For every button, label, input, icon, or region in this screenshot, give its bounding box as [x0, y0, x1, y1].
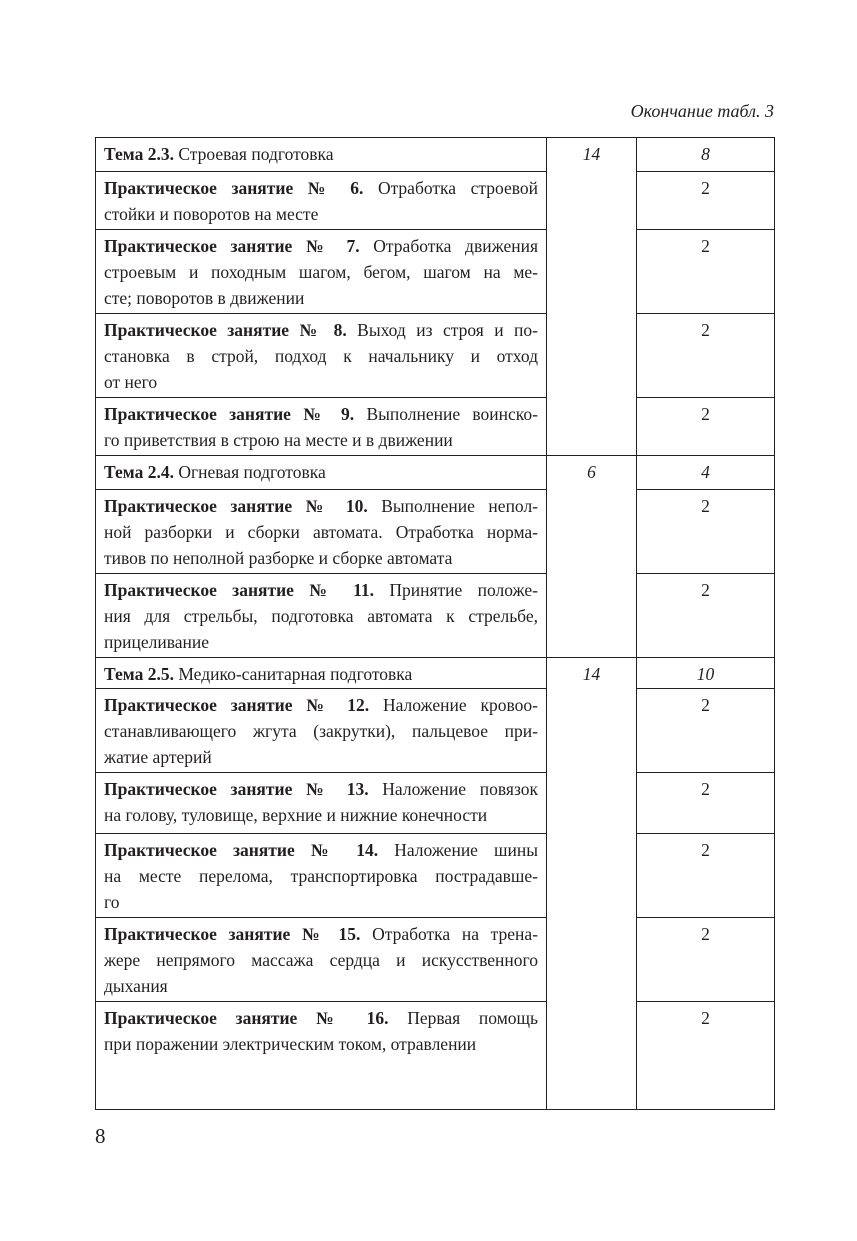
lesson-cell: [96, 490, 547, 574]
lesson-text: Отработка движения: [373, 236, 538, 256]
topic-label: Тема 2.4.: [104, 462, 174, 482]
lesson-hours: 2: [637, 314, 775, 398]
lesson-hours: 2: [637, 773, 775, 834]
lesson-cell: [96, 574, 547, 658]
lesson-cell: [96, 834, 547, 918]
lesson-label: Практическое занятие № 8.: [104, 320, 347, 340]
lesson-text: стойки и поворотов на месте: [104, 204, 319, 224]
lesson-row: [96, 1002, 775, 1110]
lesson-row: [96, 172, 775, 230]
topic-cell: [96, 658, 547, 689]
lesson-hours: 2: [637, 398, 775, 456]
lesson-text: ния для стрельбы, подготовка автомата к стрельбе,: [104, 606, 538, 626]
lesson-cell: [96, 1002, 547, 1110]
lesson-text: Отработка на трена-: [372, 924, 538, 944]
lesson-cell: [96, 398, 547, 456]
lesson-row: [96, 689, 775, 773]
lesson-row: [96, 230, 775, 314]
lesson-text: Наложение повязок: [382, 779, 539, 799]
lesson-label: Практическое занятие № 9.: [104, 404, 355, 424]
lesson-row: [96, 918, 775, 1002]
lesson-label: Практическое занятие № 10.: [104, 496, 368, 516]
lesson-text: Наложение кровоо-: [382, 695, 538, 715]
lesson-text: Выполнение непол-: [381, 496, 539, 516]
topic-total-hours: 14: [547, 658, 637, 1110]
lesson-cell: [96, 314, 547, 398]
topic-row: [96, 658, 775, 689]
lesson-label: Практическое занятие № 11.: [104, 580, 375, 600]
lesson-row: [96, 314, 775, 398]
lesson-cell: [96, 172, 547, 230]
lesson-hours: 2: [637, 918, 775, 1002]
lesson-text: го приветствия в строю на месте и в движении: [104, 430, 453, 450]
lesson-label: Практическое занятие № 7.: [104, 236, 360, 256]
lesson-text: на голову, туловище, верхние и нижние конечности: [104, 805, 488, 825]
table-caption: Окончание табл. 3: [630, 101, 774, 121]
lesson-label: Практическое занятие № 13.: [104, 779, 369, 799]
lesson-label: Практическое занятие № 6.: [104, 178, 364, 198]
lesson-text: на месте перелома, транспортировка пострадавше-: [104, 866, 538, 886]
lesson-text: при поражении электрическим током, отравлении: [104, 1034, 477, 1054]
topic-practice-hours: 8: [637, 138, 775, 172]
topic-cell: [96, 138, 547, 172]
lesson-text: дыхания: [104, 976, 168, 996]
lesson-text: жатие артерий: [104, 747, 212, 767]
page-number: 8: [95, 1124, 106, 1148]
lesson-row: [96, 834, 775, 918]
curriculum-table: [95, 137, 775, 1110]
lesson-cell: [96, 773, 547, 834]
topic-title: Медико-санитарная подготовка: [178, 664, 413, 684]
topic-label: Тема 2.3.: [104, 144, 174, 164]
lesson-cell: [96, 918, 547, 1002]
lesson-hours: 2: [637, 172, 775, 230]
lesson-text: прицеливание: [104, 632, 210, 652]
lesson-text: от него: [104, 372, 158, 392]
lesson-text: ной разборки и сборки автомата. Отработка норма-: [104, 522, 538, 542]
lesson-text: Выход из строя и по-: [357, 320, 538, 340]
lesson-row: [96, 574, 775, 658]
lesson-text: становка в строй, подход к начальнику и отход: [104, 346, 538, 366]
lesson-text: го: [104, 892, 120, 912]
lesson-text: жере непрямого массажа сердца и искусственного: [104, 950, 538, 970]
lesson-text: Принятие положе-: [389, 580, 538, 600]
topic-practice-hours: 10: [637, 658, 775, 689]
topic-title: Строевая подготовка: [178, 144, 334, 164]
lesson-text: тивов по неполной разборке и сборке автомата: [104, 548, 453, 568]
lesson-row: [96, 398, 775, 456]
lesson-text: строевым и походным шагом, бегом, шагом на ме-: [104, 262, 538, 282]
lesson-text: Выполнение воинско-: [366, 404, 538, 424]
lesson-hours: 2: [637, 689, 775, 773]
lesson-label: Практическое занятие № 12.: [104, 695, 370, 715]
topic-total-hours: 14: [547, 138, 637, 456]
lesson-text: сте; поворотов в движении: [104, 288, 305, 308]
lesson-hours: 2: [637, 230, 775, 314]
lesson-cell: [96, 230, 547, 314]
topic-total-hours: 6: [547, 456, 637, 658]
topic-label: Тема 2.5.: [104, 664, 174, 684]
lesson-row: [96, 490, 775, 574]
lesson-text: Первая помощь: [407, 1008, 538, 1028]
lesson-label: Практическое занятие № 14.: [104, 840, 379, 860]
lesson-text: Отработка строевой: [377, 178, 538, 198]
lesson-hours: 2: [637, 1002, 775, 1110]
lesson-label: Практическое занятие № 16.: [104, 1008, 389, 1028]
lesson-hours: 2: [637, 574, 775, 658]
lesson-text: станавливающего жгута (закрутки), пальцевое при-: [104, 721, 538, 741]
topic-row: [96, 138, 775, 172]
topic-row: [96, 456, 775, 490]
lesson-label: Практическое занятие № 15.: [104, 924, 361, 944]
topic-title: Огневая подготовка: [178, 462, 326, 482]
topic-practice-hours: 4: [637, 456, 775, 490]
lesson-text: Наложение шины: [394, 840, 539, 860]
lesson-cell: [96, 689, 547, 773]
topic-cell: [96, 456, 547, 490]
lesson-row: [96, 773, 775, 834]
lesson-hours: 2: [637, 834, 775, 918]
lesson-hours: 2: [637, 490, 775, 574]
